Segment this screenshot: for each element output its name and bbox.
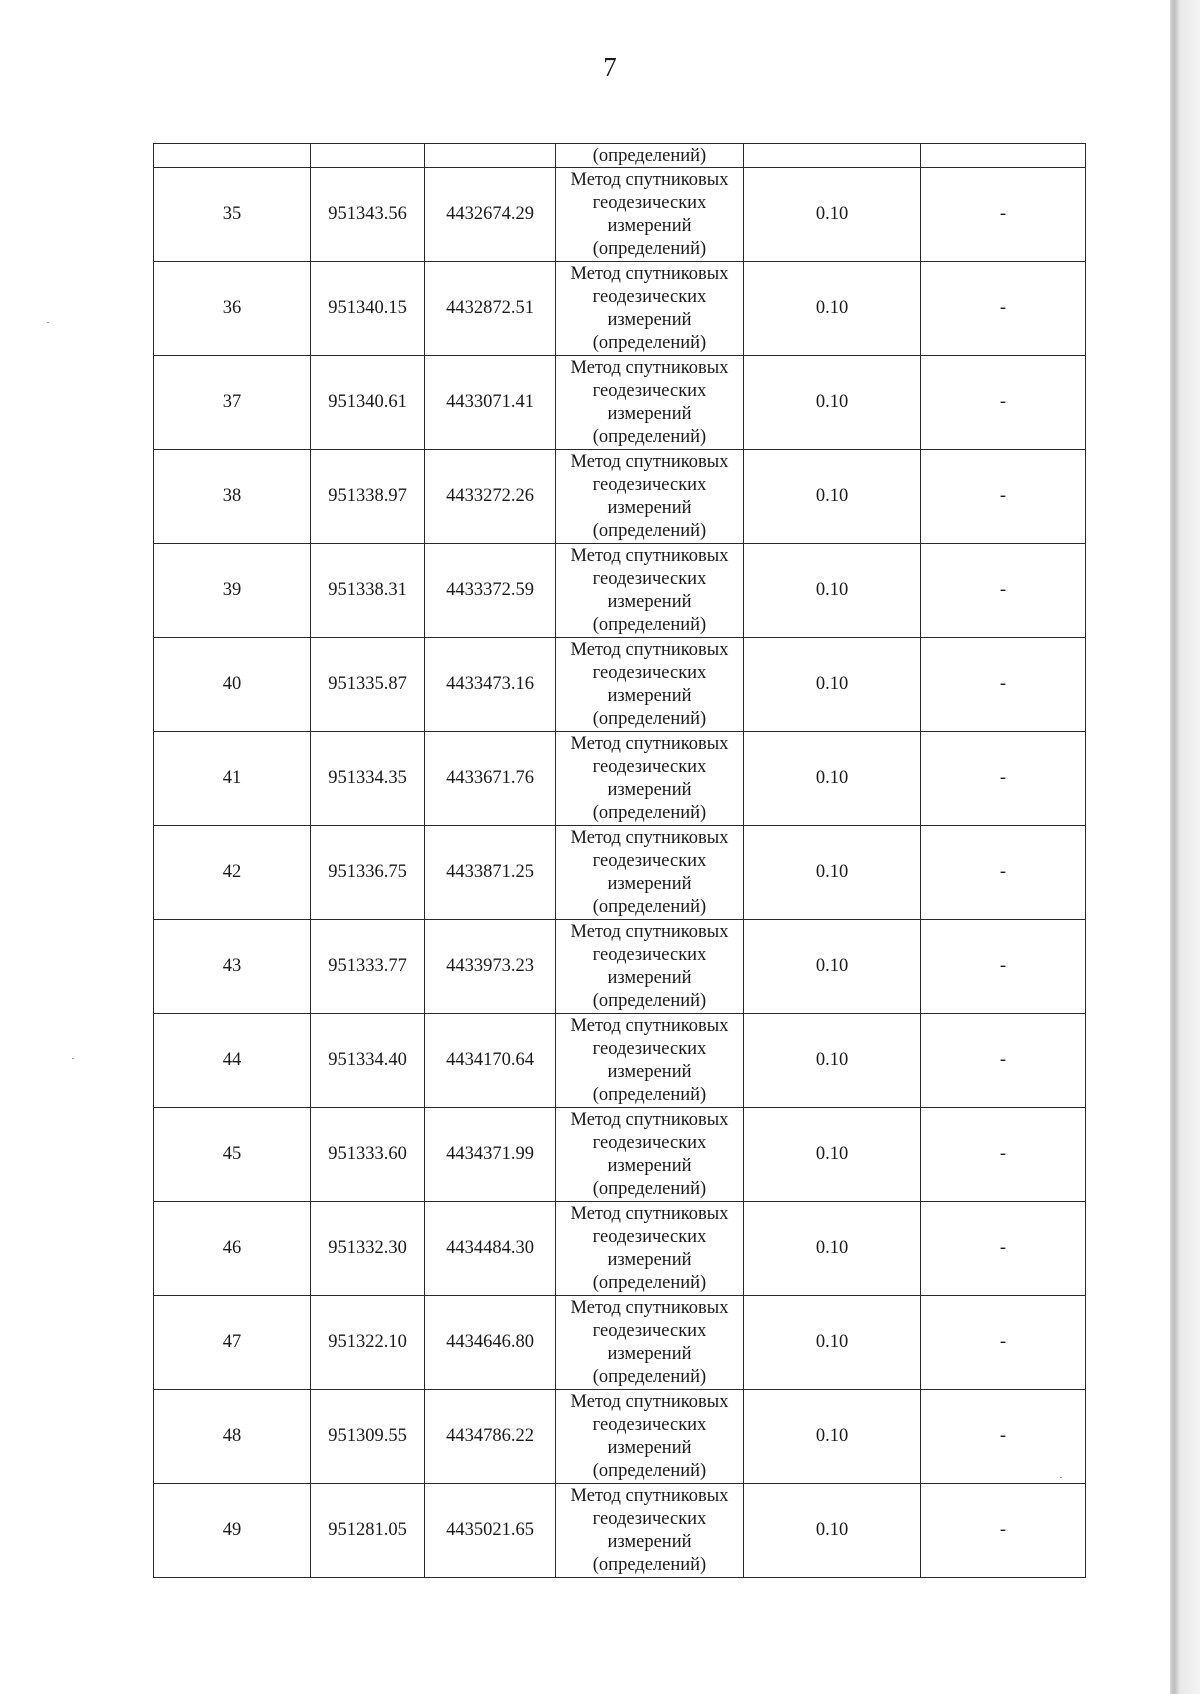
x-coordinate-cell: 951333.77: [311, 920, 425, 1014]
table-row: [154, 356, 1086, 450]
point-number-cell: 37: [154, 356, 311, 450]
method-text-line: (определений): [592, 238, 707, 259]
method-text-line: Метод спутниковых: [570, 1297, 729, 1318]
point-number-cell: 49: [154, 1484, 311, 1578]
x-coordinate-cell: 951334.35: [311, 732, 425, 826]
method-text-line: Метод спутниковых: [570, 357, 729, 378]
y-coordinate-cell: 4434170.64: [425, 1014, 556, 1108]
note-cell: -: [921, 1484, 1086, 1578]
method-text-line: измерений: [607, 873, 692, 894]
coordinates-table-body: [154, 144, 1086, 1578]
method-text-line: геодезических: [592, 1414, 707, 1435]
y-coordinate-cell: 4433671.76: [425, 732, 556, 826]
point-number-cell: 46: [154, 1202, 311, 1296]
method-text-line: Метод спутниковых: [570, 169, 729, 190]
method-text-line: геодезических: [592, 474, 707, 495]
method-cell: [556, 168, 744, 262]
method-text-line: (определений): [592, 1554, 707, 1575]
table-row: [154, 1202, 1086, 1296]
table-row: [154, 168, 1086, 262]
x-coordinate-cell: 951309.55: [311, 1390, 425, 1484]
y-coordinate-cell: 4433071.41: [425, 356, 556, 450]
method-text-line: измерений: [607, 1437, 692, 1458]
y-coordinate-cell: 4434484.30: [425, 1202, 556, 1296]
accuracy-cell: 0.10: [744, 262, 921, 356]
scan-page-edge: [1170, 0, 1200, 1694]
y-coordinate-cell: 4434646.80: [425, 1296, 556, 1390]
method-text-line: Метод спутниковых: [570, 451, 729, 472]
method-text-line: геодезических: [592, 1226, 707, 1247]
method-cell: [556, 732, 744, 826]
method-text-line: измерений: [607, 967, 692, 988]
method-text-line: Метод спутниковых: [570, 1203, 729, 1224]
method-text-line: геодезических: [592, 756, 707, 777]
accuracy-cell: 0.10: [744, 920, 921, 1014]
scan-speck: [1060, 1477, 1062, 1478]
note-cell: -: [921, 450, 1086, 544]
method-cell: [556, 638, 744, 732]
method-text-line: (определений): [592, 1178, 707, 1199]
note-cell: -: [921, 1390, 1086, 1484]
note-cell: -: [921, 168, 1086, 262]
method-text-line: измерений: [607, 497, 692, 518]
accuracy-cell: 0.10: [744, 1296, 921, 1390]
method-text-line: геодезических: [592, 192, 707, 213]
y-coordinate-cell: 4432674.29: [425, 168, 556, 262]
note-cell: -: [921, 1296, 1086, 1390]
method-text-line: геодезических: [592, 1038, 707, 1059]
accuracy-cell: 0.10: [744, 1390, 921, 1484]
continuation-accuracy-cell: [744, 144, 921, 168]
table-row: [154, 1390, 1086, 1484]
x-coordinate-cell: 951281.05: [311, 1484, 425, 1578]
accuracy-cell: 0.10: [744, 1108, 921, 1202]
table-row: [154, 262, 1086, 356]
method-text-line: геодезических: [592, 662, 707, 683]
table-row: [154, 826, 1086, 920]
method-cell: [556, 1484, 744, 1578]
table-row: [154, 638, 1086, 732]
method-text-line: Метод спутниковых: [570, 1391, 729, 1412]
x-coordinate-cell: 951336.75: [311, 826, 425, 920]
method-cell: [556, 450, 744, 544]
method-text-line: Метод спутниковых: [570, 545, 729, 566]
x-coordinate-cell: 951338.97: [311, 450, 425, 544]
method-text-line: измерений: [607, 1061, 692, 1082]
method-text-line: Метод спутниковых: [570, 1485, 729, 1506]
method-cell: [556, 262, 744, 356]
method-text-line: геодезических: [592, 1508, 707, 1529]
x-coordinate-cell: 951333.60: [311, 1108, 425, 1202]
accuracy-cell: 0.10: [744, 638, 921, 732]
accuracy-cell: 0.10: [744, 168, 921, 262]
method-text-line: (определений): [592, 802, 707, 823]
accuracy-cell: 0.10: [744, 450, 921, 544]
method-text-line: геодезических: [592, 1132, 707, 1153]
method-text-line: Метод спутниковых: [570, 639, 729, 660]
method-cell: [556, 1108, 744, 1202]
continuation-note-cell: [921, 144, 1086, 168]
y-coordinate-cell: 4434786.22: [425, 1390, 556, 1484]
continuation-y-cell: [425, 144, 556, 168]
method-text-line: (определений): [592, 1460, 707, 1481]
table-row: [154, 544, 1086, 638]
table-row: [154, 1108, 1086, 1202]
method-text-line: измерений: [607, 403, 692, 424]
method-text-line: измерений: [607, 685, 692, 706]
note-cell: -: [921, 262, 1086, 356]
note-cell: -: [921, 1014, 1086, 1108]
note-cell: -: [921, 544, 1086, 638]
method-text-line: измерений: [607, 1531, 692, 1552]
y-coordinate-cell: 4433372.59: [425, 544, 556, 638]
method-text-line: (определений): [592, 1084, 707, 1105]
note-cell: -: [921, 732, 1086, 826]
method-text-line: геодезических: [592, 568, 707, 589]
x-coordinate-cell: 951340.15: [311, 262, 425, 356]
point-number-cell: 41: [154, 732, 311, 826]
note-cell: -: [921, 638, 1086, 732]
method-cell: [556, 356, 744, 450]
point-number-cell: 48: [154, 1390, 311, 1484]
scan-speck: [72, 1058, 74, 1059]
table-row: [154, 732, 1086, 826]
accuracy-cell: 0.10: [744, 356, 921, 450]
y-coordinate-cell: 4433473.16: [425, 638, 556, 732]
point-number-cell: 38: [154, 450, 311, 544]
table-row: [154, 1296, 1086, 1390]
point-number-cell: 43: [154, 920, 311, 1014]
point-number-cell: 42: [154, 826, 311, 920]
y-coordinate-cell: 4432872.51: [425, 262, 556, 356]
table-row: [154, 1484, 1086, 1578]
note-cell: -: [921, 1108, 1086, 1202]
method-cell: [556, 1202, 744, 1296]
method-text-line: геодезических: [592, 944, 707, 965]
method-text-line: Метод спутниковых: [570, 1109, 729, 1130]
method-text-line: (определений): [592, 896, 707, 917]
x-coordinate-cell: 951340.61: [311, 356, 425, 450]
y-coordinate-cell: 4433871.25: [425, 826, 556, 920]
method-cell: [556, 544, 744, 638]
point-number-cell: 47: [154, 1296, 311, 1390]
x-coordinate-cell: 951335.87: [311, 638, 425, 732]
x-coordinate-cell: 951322.10: [311, 1296, 425, 1390]
method-text-line: (определений): [592, 614, 707, 635]
method-text-line: Метод спутниковых: [570, 733, 729, 754]
y-coordinate-cell: 4433272.26: [425, 450, 556, 544]
point-number-cell: 44: [154, 1014, 311, 1108]
accuracy-cell: 0.10: [744, 826, 921, 920]
accuracy-cell: 0.10: [744, 732, 921, 826]
method-text-line: геодезических: [592, 380, 707, 401]
method-cell: [556, 1296, 744, 1390]
method-text-line: измерений: [607, 1343, 692, 1364]
point-number-cell: 36: [154, 262, 311, 356]
x-coordinate-cell: 951343.56: [311, 168, 425, 262]
continuation-x-cell: [311, 144, 425, 168]
method-text-line: геодезических: [592, 286, 707, 307]
method-text-line: измерений: [607, 779, 692, 800]
method-text-line: (определений): [592, 708, 707, 729]
point-number-cell: 35: [154, 168, 311, 262]
scan-speck: [47, 322, 49, 323]
method-text-line: Метод спутниковых: [570, 827, 729, 848]
continuation-row: [154, 144, 1086, 168]
method-cell: [556, 1390, 744, 1484]
y-coordinate-cell: 4434371.99: [425, 1108, 556, 1202]
point-number-cell: 39: [154, 544, 311, 638]
table-row: [154, 450, 1086, 544]
coordinates-table: [153, 143, 1086, 1578]
method-cell: [556, 1014, 744, 1108]
x-coordinate-cell: 951332.30: [311, 1202, 425, 1296]
table-row: [154, 1014, 1086, 1108]
accuracy-cell: 0.10: [744, 1484, 921, 1578]
method-text-line: (определений): [592, 426, 707, 447]
method-cell: [556, 920, 744, 1014]
point-number-cell: 40: [154, 638, 311, 732]
continuation-method-cell: (определений): [556, 144, 744, 168]
accuracy-cell: 0.10: [744, 544, 921, 638]
y-coordinate-cell: 4433973.23: [425, 920, 556, 1014]
accuracy-cell: 0.10: [744, 1202, 921, 1296]
method-text-line: Метод спутниковых: [570, 1015, 729, 1036]
method-text-line: измерений: [607, 309, 692, 330]
page-number: 7: [603, 52, 617, 82]
method-text-line: геодезических: [592, 1320, 707, 1341]
note-cell: -: [921, 356, 1086, 450]
x-coordinate-cell: 951338.31: [311, 544, 425, 638]
y-coordinate-cell: 4435021.65: [425, 1484, 556, 1578]
method-text-line: геодезических: [592, 850, 707, 871]
continuation-point-cell: [154, 144, 311, 168]
note-cell: -: [921, 1202, 1086, 1296]
table-row: [154, 920, 1086, 1014]
method-text-line: (определений): [592, 520, 707, 541]
method-text-line: измерений: [607, 591, 692, 612]
x-coordinate-cell: 951334.40: [311, 1014, 425, 1108]
method-text-line: (определений): [592, 990, 707, 1011]
note-cell: -: [921, 920, 1086, 1014]
method-text-line: (определений): [592, 332, 707, 353]
method-cell: [556, 826, 744, 920]
method-text-line: Метод спутниковых: [570, 921, 729, 942]
note-cell: -: [921, 826, 1086, 920]
point-number-cell: 45: [154, 1108, 311, 1202]
method-text-line: (определений): [592, 1366, 707, 1387]
accuracy-cell: 0.10: [744, 1014, 921, 1108]
method-text-line: Метод спутниковых: [570, 263, 729, 284]
method-text-line: измерений: [607, 215, 692, 236]
method-text-line: измерений: [607, 1155, 692, 1176]
method-text-line: (определений): [592, 1272, 707, 1293]
method-text-line: измерений: [607, 1249, 692, 1270]
